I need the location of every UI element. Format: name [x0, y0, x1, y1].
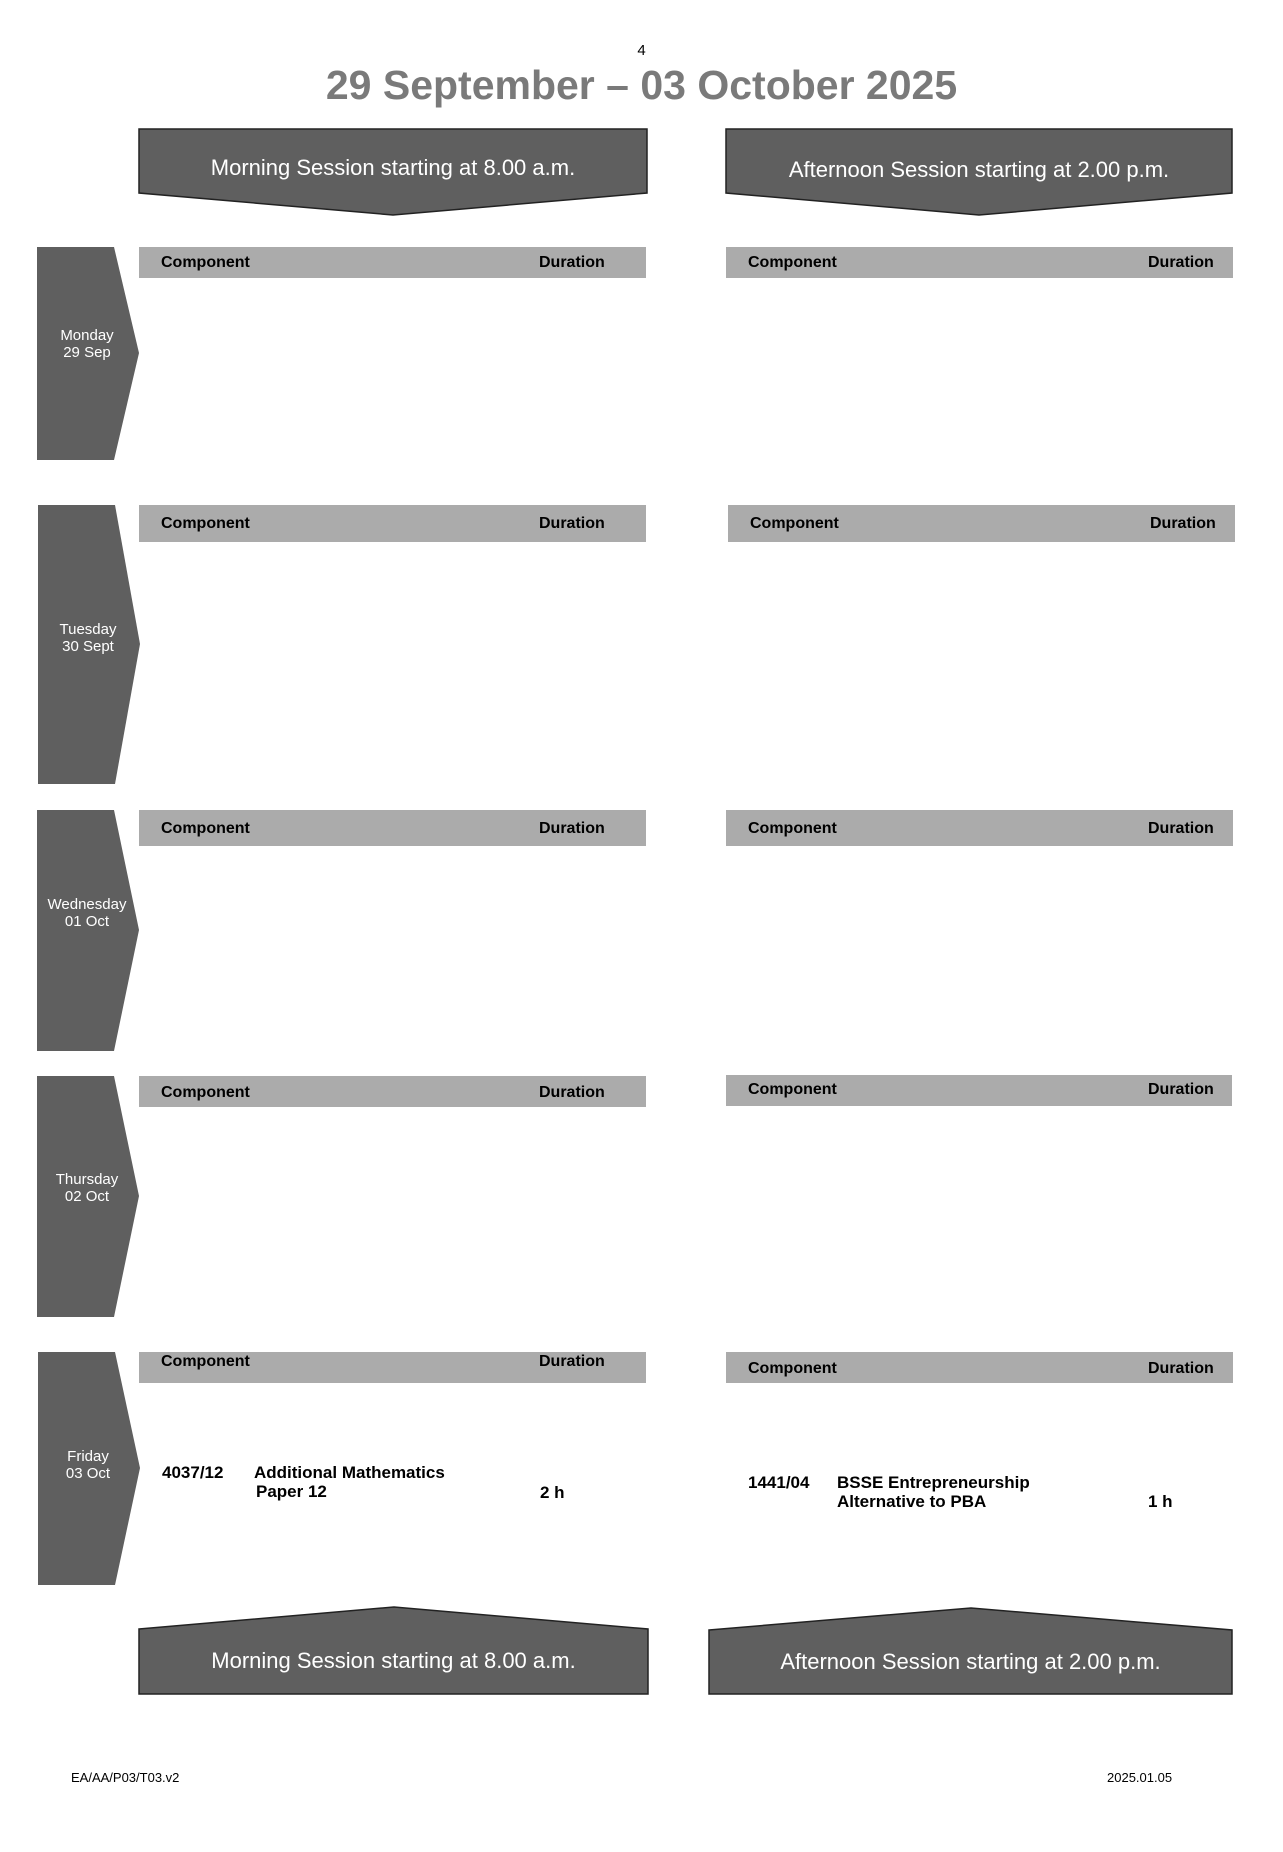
day-arrow-shape	[37, 810, 141, 1051]
day-date: 29 Sep	[63, 344, 111, 361]
afternoon-session-banner-top	[726, 129, 1232, 215]
day-name: Monday	[60, 327, 114, 344]
component-header: Component	[161, 1353, 250, 1370]
afternoon-header-tuesday	[728, 505, 1235, 542]
exam-code: 4037/12	[162, 1463, 224, 1482]
morning-header-thursday	[139, 1076, 646, 1107]
exam-code: 1441/04	[748, 1473, 810, 1492]
day-label-friday	[38, 1352, 142, 1585]
duration-header: Duration	[539, 1353, 605, 1370]
page-title: 29 September – 03 October 2025	[325, 62, 958, 108]
component-header: Component	[161, 820, 250, 837]
exam-title-line1: Additional Mathematics	[254, 1463, 445, 1482]
afternoon-session-banner-bottom	[709, 1608, 1232, 1694]
footer-doc-ref: EA/AA/P03/T03.v2	[71, 1770, 180, 1785]
day-name: Friday	[67, 1448, 109, 1465]
day-label-wednesday	[37, 810, 141, 1051]
duration-header: Duration	[1148, 1360, 1214, 1377]
afternoon-header-thursday	[726, 1075, 1232, 1106]
day-name: Wednesday	[47, 896, 127, 913]
exam-title-line2: Alternative to PBA	[837, 1492, 987, 1511]
morning-session-banner-bottom	[139, 1607, 648, 1694]
component-header: Component	[161, 515, 250, 532]
day-label-tuesday	[38, 505, 142, 784]
duration-header: Duration	[539, 254, 605, 271]
morning-header-wednesday	[139, 810, 646, 846]
afternoon-header-wednesday	[726, 810, 1233, 846]
component-header: Component	[161, 254, 250, 271]
footer-date: 2025.01.05	[1107, 1770, 1173, 1785]
morning-session-banner-top	[139, 129, 647, 215]
duration-header: Duration	[1148, 254, 1214, 271]
day-label-thursday	[37, 1076, 141, 1317]
exam-title-line1: BSSE Entrepreneurship	[837, 1473, 1030, 1492]
component-header: Component	[748, 1360, 837, 1377]
day-name: Thursday	[55, 1171, 119, 1188]
afternoon-header-monday	[726, 247, 1233, 278]
morning-header-tuesday	[139, 505, 646, 542]
duration-header: Duration	[539, 1084, 605, 1101]
duration-header: Duration	[1148, 1081, 1214, 1098]
morning-session-label: Morning Session starting at 8.00 a.m.	[210, 155, 576, 180]
duration-header: Duration	[539, 515, 605, 532]
exam-duration: 2 h	[540, 1483, 565, 1502]
day-date: 30 Sept	[62, 638, 114, 655]
duration-header: Duration	[539, 820, 605, 837]
component-header: Component	[750, 515, 839, 532]
duration-header: Duration	[1150, 515, 1216, 532]
exam-title-line2: Paper 12	[256, 1482, 327, 1501]
afternoon-session-label: Afternoon Session starting at 2.00 p.m.	[788, 157, 1170, 182]
morning-header-monday	[139, 247, 646, 278]
afternoon-header-friday	[726, 1352, 1233, 1383]
day-date: 02 Oct	[64, 1188, 110, 1205]
day-label-monday	[37, 247, 141, 460]
duration-header: Duration	[1148, 820, 1214, 837]
day-date: 01 Oct	[64, 913, 110, 930]
component-header: Component	[161, 1084, 250, 1101]
day-name: Tuesday	[59, 621, 117, 638]
component-header: Component	[748, 254, 837, 271]
day-date: 03 Oct	[65, 1465, 111, 1482]
exam-duration: 1 h	[1148, 1492, 1173, 1511]
morning-session-label: Morning Session starting at 8.00 a.m.	[211, 1648, 576, 1673]
component-header: Component	[748, 1081, 837, 1098]
component-header: Component	[748, 820, 837, 837]
afternoon-session-label: Afternoon Session starting at 2.00 p.m.	[780, 1649, 1161, 1674]
morning-header-friday	[139, 1352, 646, 1383]
page-number: 4	[637, 42, 646, 59]
